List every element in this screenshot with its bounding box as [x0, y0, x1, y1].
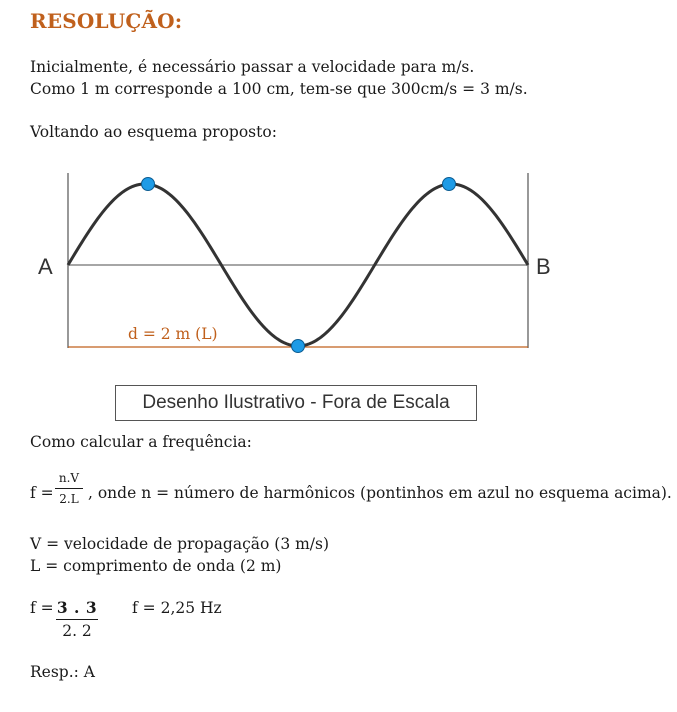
calc-lhs: f =: [30, 599, 54, 617]
section-heading: RESOLUÇÃO:: [30, 9, 183, 33]
calc-denominator: 2. 2: [62, 622, 92, 640]
intro-line-2: Como 1 m corresponde a 100 cm, tem-se que 300cm/s = 3 m/s.: [30, 80, 528, 98]
scheme-intro: Voltando ao esquema proposto:: [30, 123, 277, 141]
calc-fraction: [56, 597, 98, 642]
formula-fraction-bar: [55, 488, 83, 489]
label-a: A: [38, 254, 53, 279]
formula-fraction: [54, 471, 84, 506]
intro-line-1: Inicialmente, é necessário passar a velocidade para m/s.: [30, 58, 475, 76]
distance-label: d = 2 m (L): [128, 325, 218, 343]
formula-denominator: 2.L: [59, 492, 79, 506]
definition-v: V = velocidade de propagação (3 m/s): [30, 535, 330, 553]
label-b: B: [536, 254, 551, 279]
calc-result: f = 2,25 Hz: [132, 599, 222, 617]
calc-numerator: 3 . 3: [56, 598, 98, 617]
diagram-caption: Desenho Ilustrativo - Fora de Escala: [115, 385, 477, 421]
frequency-intro: Como calcular a frequência:: [30, 433, 252, 451]
harmonic-dot-2: [292, 340, 305, 353]
definition-l: L = comprimento de onda (2 m): [30, 557, 282, 575]
formula-numerator: n.V: [58, 471, 80, 485]
harmonic-dot-3: [443, 178, 456, 191]
answer: Resp.: A: [30, 663, 95, 681]
harmonic-dot-1: [142, 178, 155, 191]
formula-lhs: f =: [30, 484, 54, 502]
formula-explanation: , onde n = número de harmônicos (pontinhos em azul no esquema acima).: [88, 484, 672, 502]
